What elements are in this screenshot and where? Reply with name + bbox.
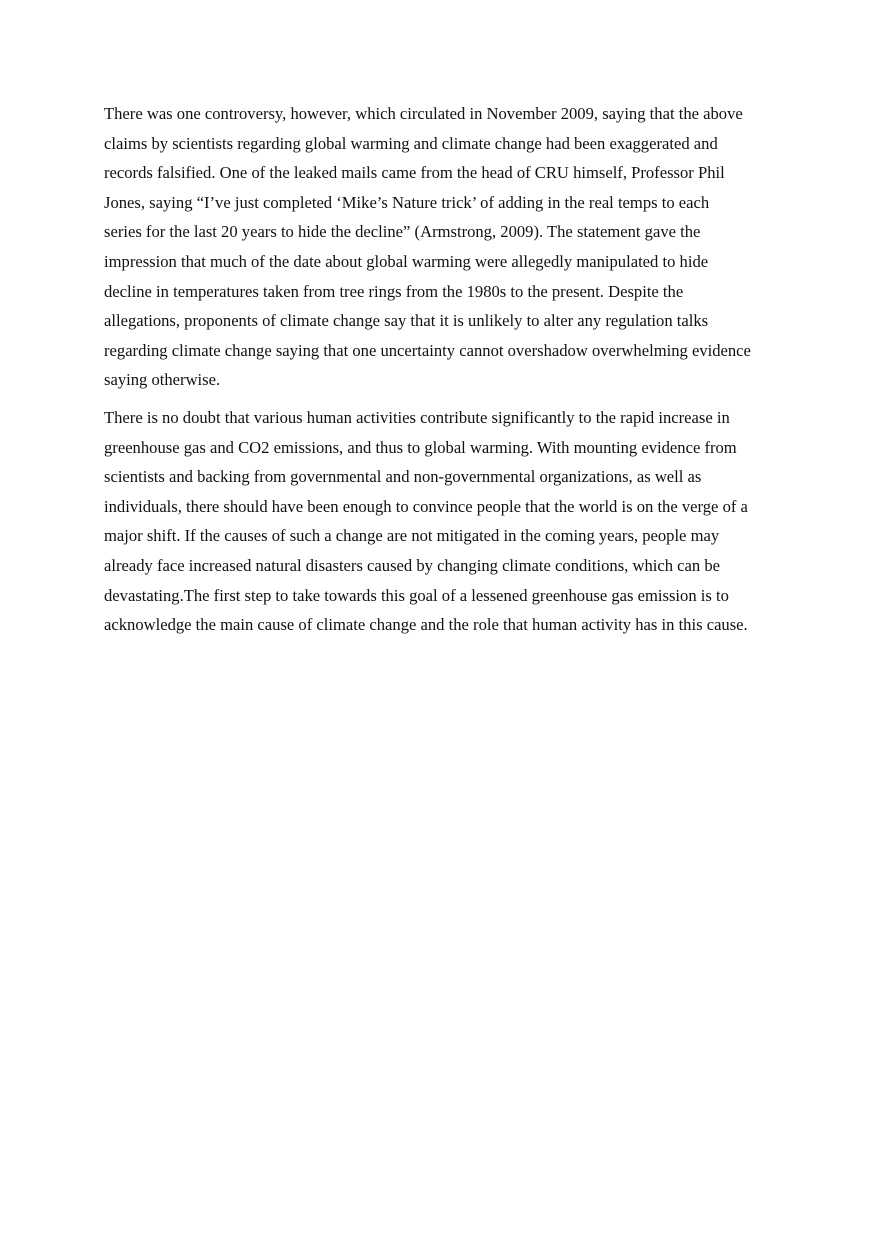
text-line: individuals, there should have been enough to convince people that the world is on the verge of a [104,496,748,516]
text-line: devastating.The first step to take towards this goal of a lessened greenhouse gas emission is to [104,585,729,605]
text-line: decline in temperatures taken from tree rings from the 1980s to the present. Despite the [104,281,684,301]
text-line: Jones, saying “I’ve just completed ‘Mike’s Nature trick’ of adding in the real temps to each [104,192,710,212]
text-line: major shift. If the causes of such a change are not mitigated in the coming years, people may [104,526,720,546]
paragraph-2 [104,403,780,640]
text-line: scientists and backing from governmental and non-governmental organizations, as well as [104,467,702,487]
text-line: There was one controversy, however, which circulated in November 2009, saying that the above [104,104,743,123]
paragraph-1 [104,99,780,395]
text-line: allegations, proponents of climate change say that it is unlikely to alter any regulation talks [104,311,709,331]
document-body [104,99,780,648]
text-line: series for the last 20 years to hide the decline” (Armstrong, 2009). The statement gave the [104,222,701,242]
text-line: already face increased natural disasters caused by changing climate conditions, which can be [104,555,721,575]
text-line: claims by scientists regarding global warming and climate change had been exaggerated and [104,133,718,153]
text-line: regarding climate change saying that one uncertainty cannot overshadow overwhelming evidence [104,340,751,360]
text-line: There is no doubt that various human activities contribute significantly to the rapid increase in [104,407,730,427]
text-line: records falsified. One of the leaked mails came from the head of CRU himself, Professor Phil [104,163,725,183]
text-line: impression that much of the date about global warming were allegedly manipulated to hide [104,251,709,271]
text-line: saying otherwise. [104,370,221,390]
text-line: greenhouse gas and CO2 emissions, and thus to global warming. With mounting evidence from [104,437,737,457]
text-line: acknowledge the main cause of climate change and the role that human activity has in this cause. [104,615,748,635]
